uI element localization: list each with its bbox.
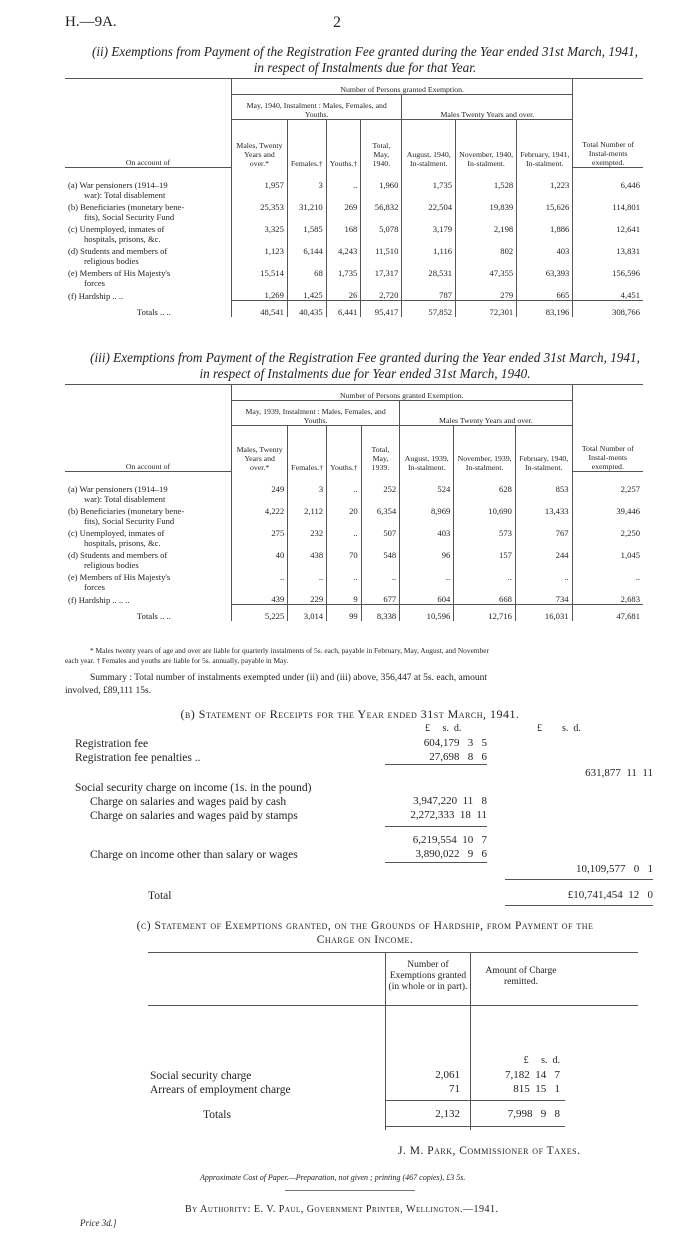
table-cell: 548 [361, 548, 400, 570]
row-label-line2: fits), Social Security Fund [84, 212, 175, 222]
total-cell: 99 [327, 605, 362, 622]
stmt-c-row-amt: 7,182 14 7 [505, 1069, 560, 1081]
total-cell: 5,225 [232, 605, 288, 622]
row-label-line1: (f) Hardship .. .. [68, 290, 124, 301]
row-label [65, 244, 232, 266]
total-cell: 72,301 [456, 301, 517, 318]
rule [385, 764, 487, 765]
sub-col: Males, Twenty Years and over.* [232, 426, 288, 472]
table-row [65, 200, 643, 222]
table-row [65, 548, 643, 570]
section-ii-table [65, 78, 643, 317]
rule [148, 952, 638, 953]
row-label [65, 526, 232, 548]
stmt-c-totals-label: Totals [203, 1109, 231, 1121]
sub-col: Total, May, 1940. [361, 120, 402, 168]
table-cell: 628 [454, 472, 516, 505]
stmt-c-totals-amt: 7,998 9 8 [507, 1108, 560, 1120]
col-males-twenty: Males Twenty Years and over. [400, 401, 572, 426]
table-cell: 96 [400, 548, 454, 570]
section-iii-title: (iii) Exemptions from Payment of the Registration Fee granted during the Year ended 31st March, 1941, [90, 350, 640, 365]
total-cell: 8,338 [361, 605, 400, 622]
row-label [65, 592, 232, 605]
row-label [65, 472, 232, 505]
reg-penalties-amount: 27,698 8 6 [429, 751, 487, 763]
row-label [65, 570, 232, 592]
table-cell: 2,257 [572, 472, 643, 505]
sub-col: Males, Twenty Years and over.* [232, 120, 288, 168]
section-iii-subtitle: in respect of Instalments due for Year ended 31st March, 1940. [199, 366, 531, 381]
rule [148, 1005, 638, 1006]
sub-col: November, 1940, In-stalment. [456, 120, 517, 168]
row-label [65, 266, 232, 288]
col-account: On account of [65, 385, 232, 472]
ss-stamps-label: Charge on salaries and wages paid by stamps [90, 810, 298, 822]
row-label-line2: hospitals, prisons, &c. [84, 538, 161, 548]
table-cell: 767 [515, 526, 572, 548]
table-cell: 403 [400, 526, 454, 548]
sub-col: Youths.† [326, 120, 361, 168]
table-cell: 573 [454, 526, 516, 548]
table-cell: 853 [515, 472, 572, 505]
table-cell: 1,223 [517, 168, 573, 201]
table-cell: 2,112 [288, 504, 327, 526]
table-row [65, 504, 643, 526]
row-label-line1: (b) Beneficiaries (monetary bene- [68, 202, 185, 212]
table-cell: 70 [327, 548, 362, 570]
statement-c-subtitle: Charge on Income. [316, 934, 414, 946]
table-cell: .. [400, 570, 454, 592]
table-cell: 31,210 [287, 200, 326, 222]
page-number: 2 [333, 14, 341, 31]
table-cell: 22,504 [402, 200, 456, 222]
total-cell: 308,766 [573, 301, 643, 318]
table-cell: 19,839 [456, 200, 517, 222]
sub-col: Females.† [288, 426, 327, 472]
ss-cash-label: Charge on salaries and wages paid by cash [90, 796, 287, 808]
rule [385, 826, 487, 827]
table-cell: 1,735 [326, 266, 361, 288]
rule [505, 905, 653, 906]
row-label-line1: (d) Students and members of [68, 246, 168, 256]
table-cell: 668 [454, 592, 516, 605]
price: Price 3d.] [80, 1218, 117, 1228]
statement-c-title: (c) Statement of Exemptions granted, on the Grounds of Hardship, from Payment of the [136, 920, 594, 932]
table-cell: 524 [400, 472, 454, 505]
row-label [65, 548, 232, 570]
table-cell: 3,325 [232, 222, 288, 244]
table-cell: 1,116 [402, 244, 456, 266]
rule [385, 952, 386, 1130]
sub-col: Youths.† [327, 426, 362, 472]
grand-total-amount: £10,741,454 12 0 [567, 889, 653, 901]
reg-fee-label: Registration fee [75, 738, 149, 750]
col-males-twenty: Males Twenty Years and over. [402, 95, 573, 120]
row-label-line1: (b) Beneficiaries (monetary bene- [68, 506, 185, 516]
ss-total-amount: 10,109,577 0 1 [576, 863, 653, 875]
table-cell: 28,531 [402, 266, 456, 288]
stmt-c-totals-num: 2,132 [435, 1108, 460, 1120]
table-cell: 3,179 [402, 222, 456, 244]
table-cell: 438 [288, 548, 327, 570]
rule [470, 952, 471, 1130]
row-label [65, 168, 232, 201]
table-cell: 665 [517, 288, 573, 301]
rule [385, 1100, 565, 1101]
table-cell: 2,720 [361, 288, 402, 301]
totals-label: Totals .. .. [137, 611, 171, 621]
col-group: Number of Persons granted Exemption. [232, 79, 573, 95]
table-cell: .. [515, 570, 572, 592]
table-cell: .. [327, 526, 362, 548]
section-iii-table [65, 384, 643, 621]
total-label: Total [148, 890, 172, 902]
table-cell: 6,354 [361, 504, 400, 526]
table-cell: 156,596 [573, 266, 643, 288]
table-row [65, 288, 643, 301]
ss-heading: Social security charge on income (1s. in the pound) [75, 782, 312, 794]
stmt-c-row-num: 71 [449, 1083, 460, 1095]
sub-col: August, 1939, In-stalment. [400, 426, 454, 472]
row-label-line2: religious bodies [84, 560, 139, 570]
table-cell: 403 [517, 244, 573, 266]
sub-col: Total, May, 1939. [361, 426, 400, 472]
stmt-c-row-amt: 815 15 1 [513, 1083, 560, 1095]
table-cell: 1,045 [572, 548, 643, 570]
row-label-line1: (e) Members of His Majesty's [68, 268, 171, 278]
table-cell: 787 [402, 288, 456, 301]
table-cell: 13,433 [515, 504, 572, 526]
row-label-line2: fits), Social Security Fund [84, 516, 175, 526]
ss-cash-amount: 3,947,220 11 8 [413, 795, 487, 807]
table-cell: 1,528 [456, 168, 517, 201]
table-cell: 1,735 [402, 168, 456, 201]
table-cell: 232 [288, 526, 327, 548]
table-cell: 47,355 [456, 266, 517, 288]
total-cell: 57,852 [402, 301, 456, 318]
table-cell: 6,446 [573, 168, 643, 201]
row-label-line1: (a) War pensioners (1914–19 [68, 484, 168, 494]
col-total: Total Number of Instal-ments exempted. [572, 385, 643, 472]
table-row [65, 526, 643, 548]
table-cell: 114,801 [573, 200, 643, 222]
row-label-line2: forces [84, 582, 105, 592]
table-cell: .. [327, 472, 362, 505]
table-cell: 734 [515, 592, 572, 605]
table-cell: 12,641 [573, 222, 643, 244]
table-cell: 68 [287, 266, 326, 288]
table-cell: .. [288, 570, 327, 592]
rule [385, 862, 487, 863]
table-cell: 1,957 [232, 168, 288, 201]
sub-col: February, 1941, In-stalment. [517, 120, 573, 168]
rule [385, 1126, 565, 1127]
row-label [65, 222, 232, 244]
table-cell: .. [361, 570, 400, 592]
table-cell: 3 [288, 472, 327, 505]
table-cell: 4,222 [232, 504, 288, 526]
summary-line2: involved, £89,111 15s. [65, 686, 152, 696]
table-cell: 15,626 [517, 200, 573, 222]
rule [285, 1190, 415, 1191]
table-cell: 20 [327, 504, 362, 526]
rule [505, 879, 653, 880]
sub-col: August, 1940, In-stalment. [402, 120, 456, 168]
table-cell: 15,514 [232, 266, 288, 288]
total-cell: 3,014 [288, 605, 327, 622]
col-may: May, 1940, Instalment : Males, Females, and Youths. [232, 95, 402, 120]
table-cell: 2,198 [456, 222, 517, 244]
row-label-line1: (f) Hardship .. .. .. [68, 594, 130, 605]
section-ii-body [65, 168, 643, 301]
total-cell: 47,681 [572, 605, 643, 622]
table-cell: 4,451 [573, 288, 643, 301]
table-cell: 9 [327, 592, 362, 605]
total-cell: 95,417 [361, 301, 402, 318]
total-cell: 40,435 [287, 301, 326, 318]
stmt-c-row-num: 2,061 [435, 1069, 460, 1081]
authority-line: By Authority: E. V. Paul, Government Printer, Wellington.—1941. [185, 1204, 499, 1215]
table-row [65, 244, 643, 266]
row-label-line1: (a) War pensioners (1914–19 [68, 180, 168, 190]
table-row [65, 592, 643, 605]
table-cell: 3 [287, 168, 326, 201]
table-cell: 1,886 [517, 222, 573, 244]
table-cell: 6,144 [287, 244, 326, 266]
table-cell: 279 [456, 288, 517, 301]
money-header: £ s. d. [537, 723, 581, 734]
table-cell: 252 [361, 472, 400, 505]
table-cell: 10,690 [454, 504, 516, 526]
col-account: On account of [65, 79, 232, 168]
table-cell: 2,250 [572, 526, 643, 548]
table-row [65, 222, 643, 244]
table-cell: 56,832 [361, 200, 402, 222]
table-row [65, 570, 643, 592]
section-ii-title: (ii) Exemptions from Payment of the Registration Fee granted during the Year ended 31st March, 1941, [91, 44, 639, 59]
ss-subtotal: 6,219,554 10 7 [412, 834, 487, 846]
summary-line1: Summary : Total number of instalments exempted under (ii) and (iii) above, 356,447 at 5s. each, amount [90, 673, 488, 683]
money-header: £ s. d. [523, 1055, 560, 1066]
row-label-line1: (d) Students and members of [68, 550, 168, 560]
table-row [65, 472, 643, 505]
reg-fee-amount: 604,179 3 5 [423, 737, 487, 749]
table-cell: 39,446 [572, 504, 643, 526]
table-cell: 1,269 [232, 288, 288, 301]
table-cell: 4,243 [326, 244, 361, 266]
row-label-line2: war): Total disablement [84, 494, 166, 504]
total-cell: 10,596 [400, 605, 454, 622]
table-cell: 2,683 [572, 592, 643, 605]
table-cell: .. [326, 168, 361, 201]
table-cell: 11,510 [361, 244, 402, 266]
table-cell: 604 [400, 592, 454, 605]
signature: J. M. Park, Commissioner of Taxes. [398, 1145, 581, 1157]
table-cell: 13,831 [573, 244, 643, 266]
table-cell: 40 [232, 548, 288, 570]
col-group: Number of Persons granted Exemption. [232, 385, 573, 401]
row-label-line1: (c) Unemployed, inmates of [68, 528, 165, 538]
stmt-c-row-label: Social security charge [150, 1070, 252, 1082]
table-cell: 1,123 [232, 244, 288, 266]
table-cell: 1,585 [287, 222, 326, 244]
table-cell: 677 [361, 592, 400, 605]
table-cell: 5,078 [361, 222, 402, 244]
total-cell: 48,541 [232, 301, 288, 318]
col-amount: Amount of Charge remitted. [485, 966, 557, 987]
row-label-line2: hospitals, prisons, &c. [84, 234, 161, 244]
totals-label: Totals .. .. [137, 307, 171, 317]
section-iii-body [65, 472, 643, 605]
table-cell: 244 [515, 548, 572, 570]
document-ref: H.—9A. [65, 14, 117, 30]
sub-col: November, 1939, In-stalment. [454, 426, 516, 472]
sub-col: Females.† [287, 120, 326, 168]
col-total: Total Number of Instal-ments exempted. [573, 79, 643, 168]
table-cell: 439 [232, 592, 288, 605]
ss-other-label: Charge on income other than salary or wages [90, 849, 298, 861]
row-label-line2: religious bodies [84, 256, 139, 266]
col-exemptions: Number of Exemptions granted (in whole or in part). [388, 960, 468, 992]
table-cell: 17,317 [361, 266, 402, 288]
table-cell: .. [232, 570, 288, 592]
table-cell: 157 [454, 548, 516, 570]
section-ii-subtitle: in respect of Instalments due for that Year. [253, 60, 477, 75]
table-row [65, 168, 643, 201]
row-label-line2: forces [84, 278, 105, 288]
row-label-line1: (e) Members of His Majesty's [68, 572, 171, 582]
table-cell: 1,425 [287, 288, 326, 301]
row-label [65, 200, 232, 222]
stmt-c-row-label: Arrears of employment charge [150, 1084, 291, 1096]
table-cell: 63,393 [517, 266, 573, 288]
table-cell: .. [572, 570, 643, 592]
table-cell: 8,969 [400, 504, 454, 526]
table-cell: .. [454, 570, 516, 592]
reg-total-amount: 631,877 11 11 [585, 767, 653, 779]
cost-note: Approximate Cost of Paper.—Preparation, not given ; printing (467 copies), £3 5s. [200, 1173, 466, 1182]
table-cell: 249 [232, 472, 288, 505]
footnote-line1: * Males twenty years of age and over are liable for quarterly instalments of 5s. each, payable in February, May, August, and November [90, 646, 490, 655]
table-row [65, 266, 643, 288]
ss-stamps-amount: 2,272,333 18 11 [410, 809, 487, 821]
table-cell: .. [327, 570, 362, 592]
table-cell: 25,353 [232, 200, 288, 222]
col-may: May, 1939, Instalment : Males, Females, and Youths. [232, 401, 400, 426]
total-cell: 12,716 [454, 605, 516, 622]
total-cell: 83,196 [517, 301, 573, 318]
table-cell: 507 [361, 526, 400, 548]
table-cell: 275 [232, 526, 288, 548]
ss-other-amount: 3,890,022 9 6 [415, 848, 487, 860]
money-header: £ s. d. [425, 723, 462, 734]
footnote-line2: each year. † Females and youths are liable for 5s. annually, payable in May. [65, 656, 289, 665]
table-cell: 1,960 [361, 168, 402, 201]
total-cell: 6,441 [326, 301, 361, 318]
table-cell: 269 [326, 200, 361, 222]
total-cell: 16,031 [515, 605, 572, 622]
row-label-line1: (c) Unemployed, inmates of [68, 224, 165, 234]
table-cell: 802 [456, 244, 517, 266]
statement-b-title: (b) Statement of Receipts for the Year ended 31st March, 1941. [180, 707, 520, 721]
sub-col: February, 1940, In-stalment. [515, 426, 572, 472]
row-label [65, 504, 232, 526]
table-cell: 168 [326, 222, 361, 244]
row-label [65, 288, 232, 301]
table-cell: 229 [288, 592, 327, 605]
table-cell: 26 [326, 288, 361, 301]
reg-penalties-label: Registration fee penalties .. [75, 752, 201, 764]
row-label-line2: war): Total disablement [84, 190, 166, 200]
